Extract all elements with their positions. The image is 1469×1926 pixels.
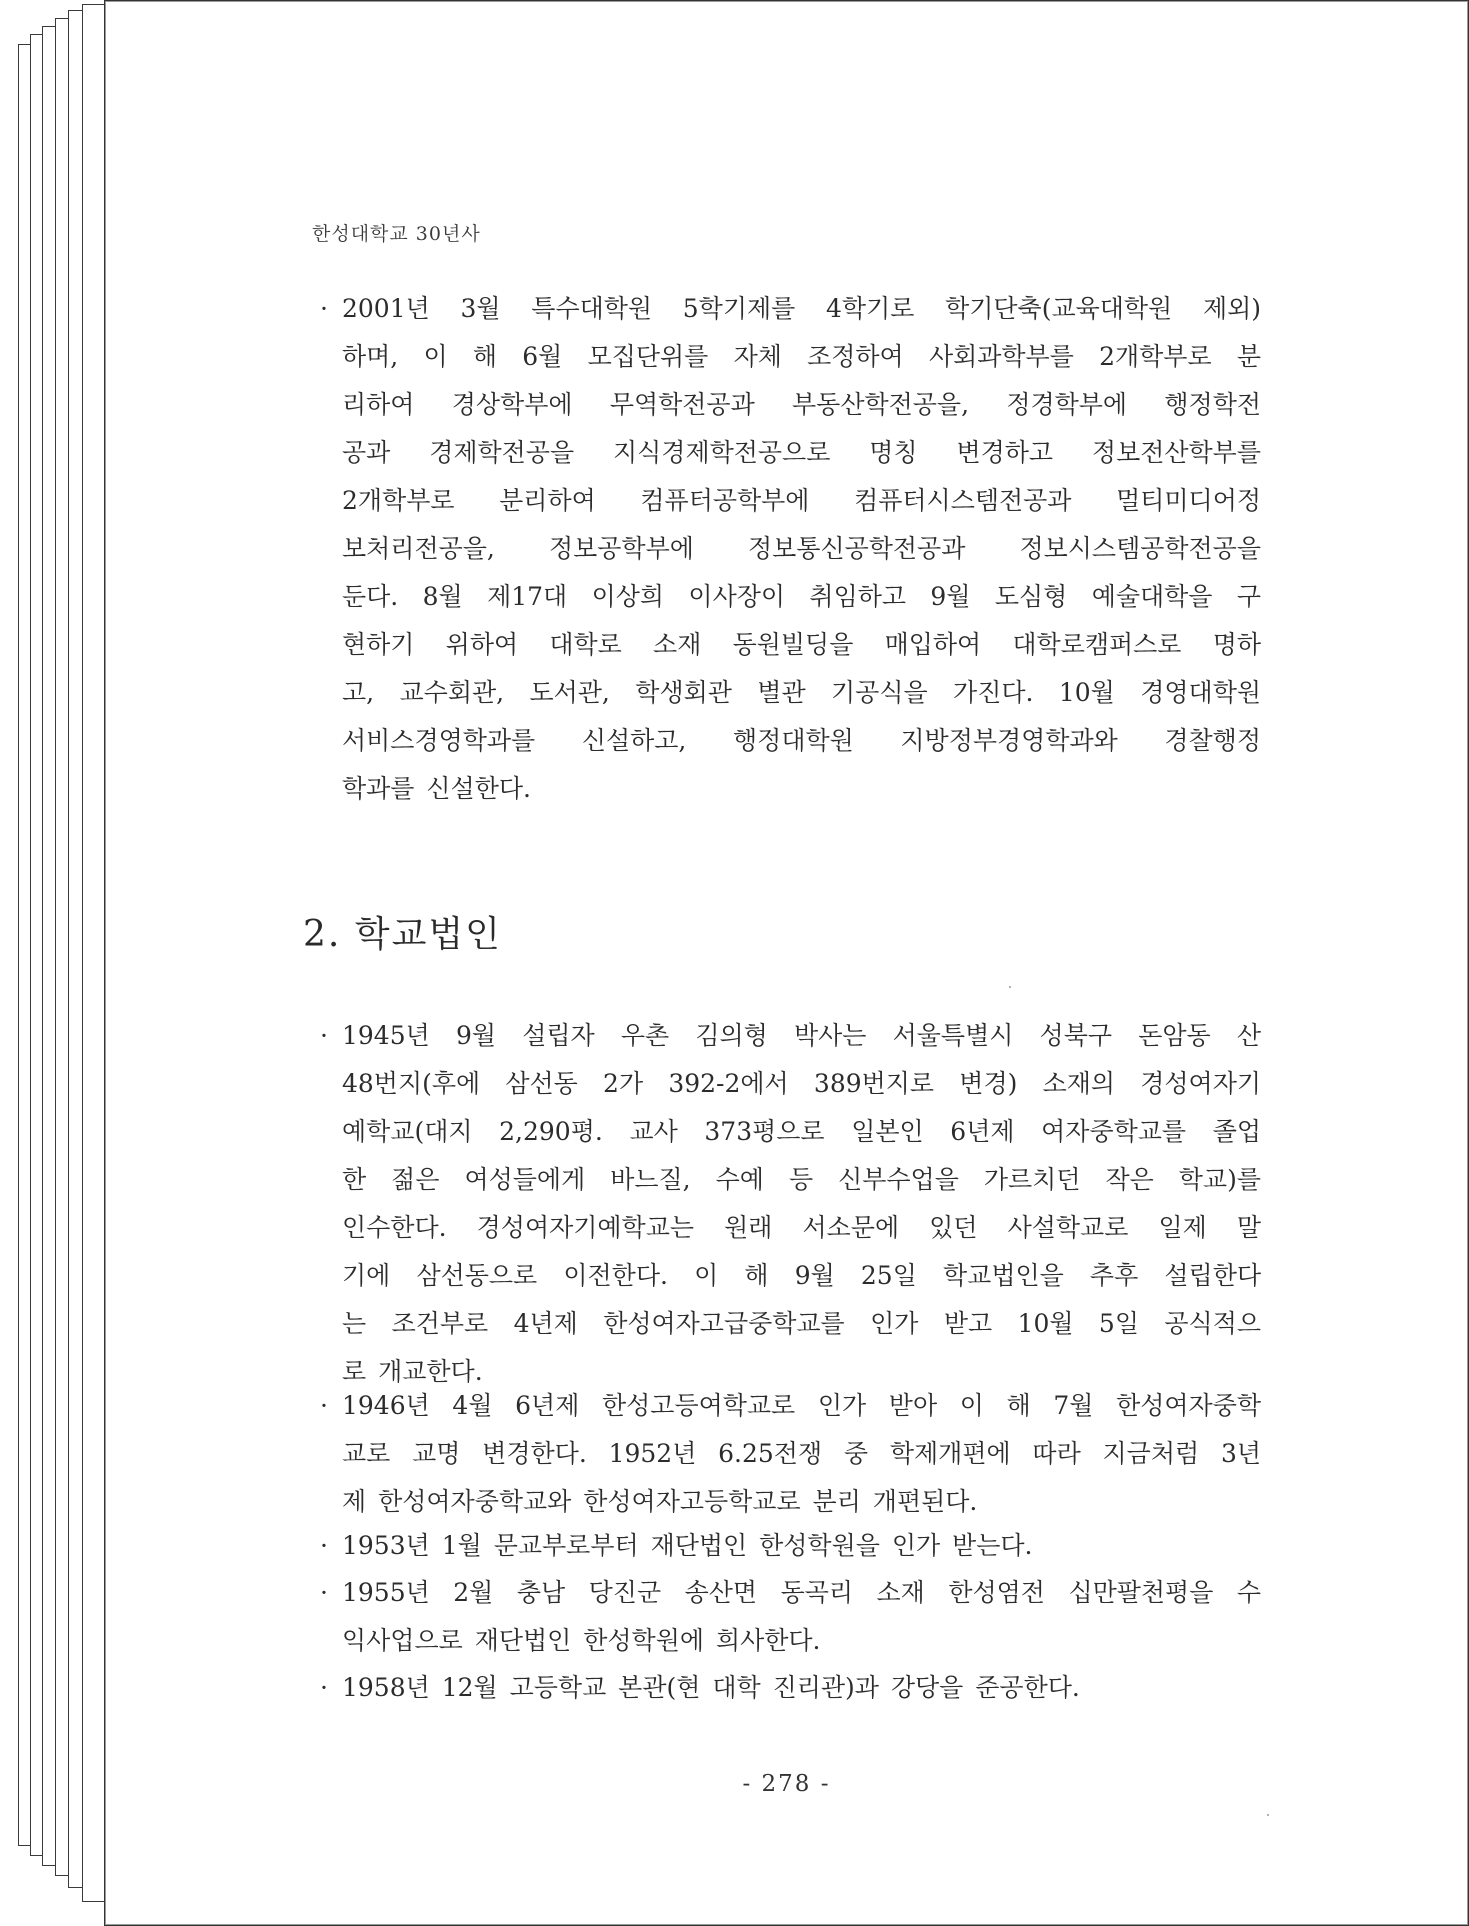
text-line: 인수한다. 경성여자기예학교는 원래 서소문에 있던 사설학교로 일제 말 — [342, 1213, 1261, 1242]
text-line: 둔다. 8월 제17대 이상희 이사장이 취임하고 9월 도심형 예술대학을 구 — [342, 582, 1261, 611]
bullet-paragraph — [320, 1664, 1261, 1712]
page-number: - 278 - — [742, 1771, 831, 1797]
bullet-paragraph — [320, 1522, 1261, 1570]
text-line: 공과 경제학전공을 지식경제학전공으로 명칭 변경하고 정보전산학부를 — [342, 438, 1261, 467]
bullet-paragraph — [320, 1382, 1261, 1526]
text-line: 로 개교한다. — [342, 1357, 483, 1386]
text-line: 2개학부로 분리하여 컴퓨터공학부에 컴퓨터시스템전공과 멀티미디어정 — [342, 486, 1261, 515]
text-line: 1945년 9월 설립자 우촌 김의형 박사는 서울특별시 성북구 돈암동 산 — [342, 1021, 1261, 1050]
text-line: 기에 삼선동으로 이전한다. 이 해 9월 25일 학교법인을 추후 설립한다 — [342, 1261, 1261, 1290]
bullet-marker: · — [320, 1021, 328, 1050]
bullet-marker: · — [320, 1531, 328, 1560]
text-line: 현하기 위하여 대학로 소재 동원빌딩을 매입하여 대학로캠퍼스로 명하 — [342, 630, 1261, 659]
text-line: 는 조건부로 4년제 한성여자고급중학교를 인가 받고 10월 5일 공식적으 — [342, 1309, 1261, 1338]
text-line: 서비스경영학과를 신설하고, 행정대학원 지방정부경영학과와 경찰행정 — [342, 726, 1261, 755]
text-line: 1953년 1월 문교부로부터 재단법인 한성학원을 인가 받는다. — [342, 1531, 1033, 1560]
text-line: 2001년 3월 특수대학원 5학기제를 4학기로 학기단축(교육대학원 제외) — [342, 294, 1261, 323]
text-line: 고, 교수회관, 도서관, 학생회관 별관 기공식을 가진다. 10월 경영대학원 — [342, 678, 1261, 707]
text-line: 예학교(대지 2,290평. 교사 373평으로 일본인 6년제 여자중학교를 졸업 — [342, 1117, 1261, 1146]
text-line: 하며, 이 해 6월 모집단위를 자체 조정하여 사회과학부를 2개학부로 분 — [342, 342, 1261, 371]
text-line: 보처리전공을, 정보공학부에 정보통신공학전공과 정보시스템공학전공을 — [342, 534, 1261, 563]
bullet-marker: · — [320, 1673, 328, 1702]
scan-speck — [1009, 986, 1011, 988]
page-content — [105, 1, 1468, 1925]
scan-speck — [1267, 1814, 1269, 1816]
text-line: 1955년 2월 충남 당진군 송산면 동곡리 소재 한성염전 십만팔천평을 수 — [342, 1578, 1261, 1607]
text-line: 교로 교명 변경한다. 1952년 6.25전쟁 중 학제개편에 따라 지금처럼 3년 — [342, 1439, 1261, 1468]
text-line: 제 한성여자중학교와 한성여자고등학교로 분리 개편된다. — [342, 1487, 978, 1516]
text-line: 한 젊은 여성들에게 바느질, 수예 등 신부수업을 가르치던 작은 학교)를 — [342, 1165, 1261, 1194]
text-line: 1946년 4월 6년제 한성고등여학교로 인가 받아 이 해 7월 한성여자중학 — [342, 1391, 1261, 1420]
text-line: 학과를 신설한다. — [342, 774, 531, 803]
bullet-marker: · — [320, 1578, 328, 1607]
text-line: 48번지(후에 삼선동 2가 392-2에서 389번지로 변경) 소재의 경성여자기 — [342, 1069, 1261, 1098]
text-line: 익사업으로 재단법인 한성학원에 희사한다. — [342, 1626, 821, 1655]
bullet-paragraph — [320, 1569, 1261, 1665]
bullet-paragraph — [320, 1012, 1261, 1396]
section-title: 2. 학교법인 — [303, 914, 502, 955]
running-head: 한성대학교 30년사 — [312, 223, 481, 245]
page-sheet — [104, 0, 1469, 1926]
bullet-paragraph — [320, 285, 1261, 813]
text-line: 리하여 경상학부에 무역학전공과 부동산학전공을, 정경학부에 행정학전 — [342, 390, 1261, 419]
bullet-marker: · — [320, 1391, 328, 1420]
bullet-marker: · — [320, 294, 328, 323]
text-line: 1958년 12월 고등학교 본관(현 대학 진리관)과 강당을 준공한다. — [342, 1673, 1080, 1702]
